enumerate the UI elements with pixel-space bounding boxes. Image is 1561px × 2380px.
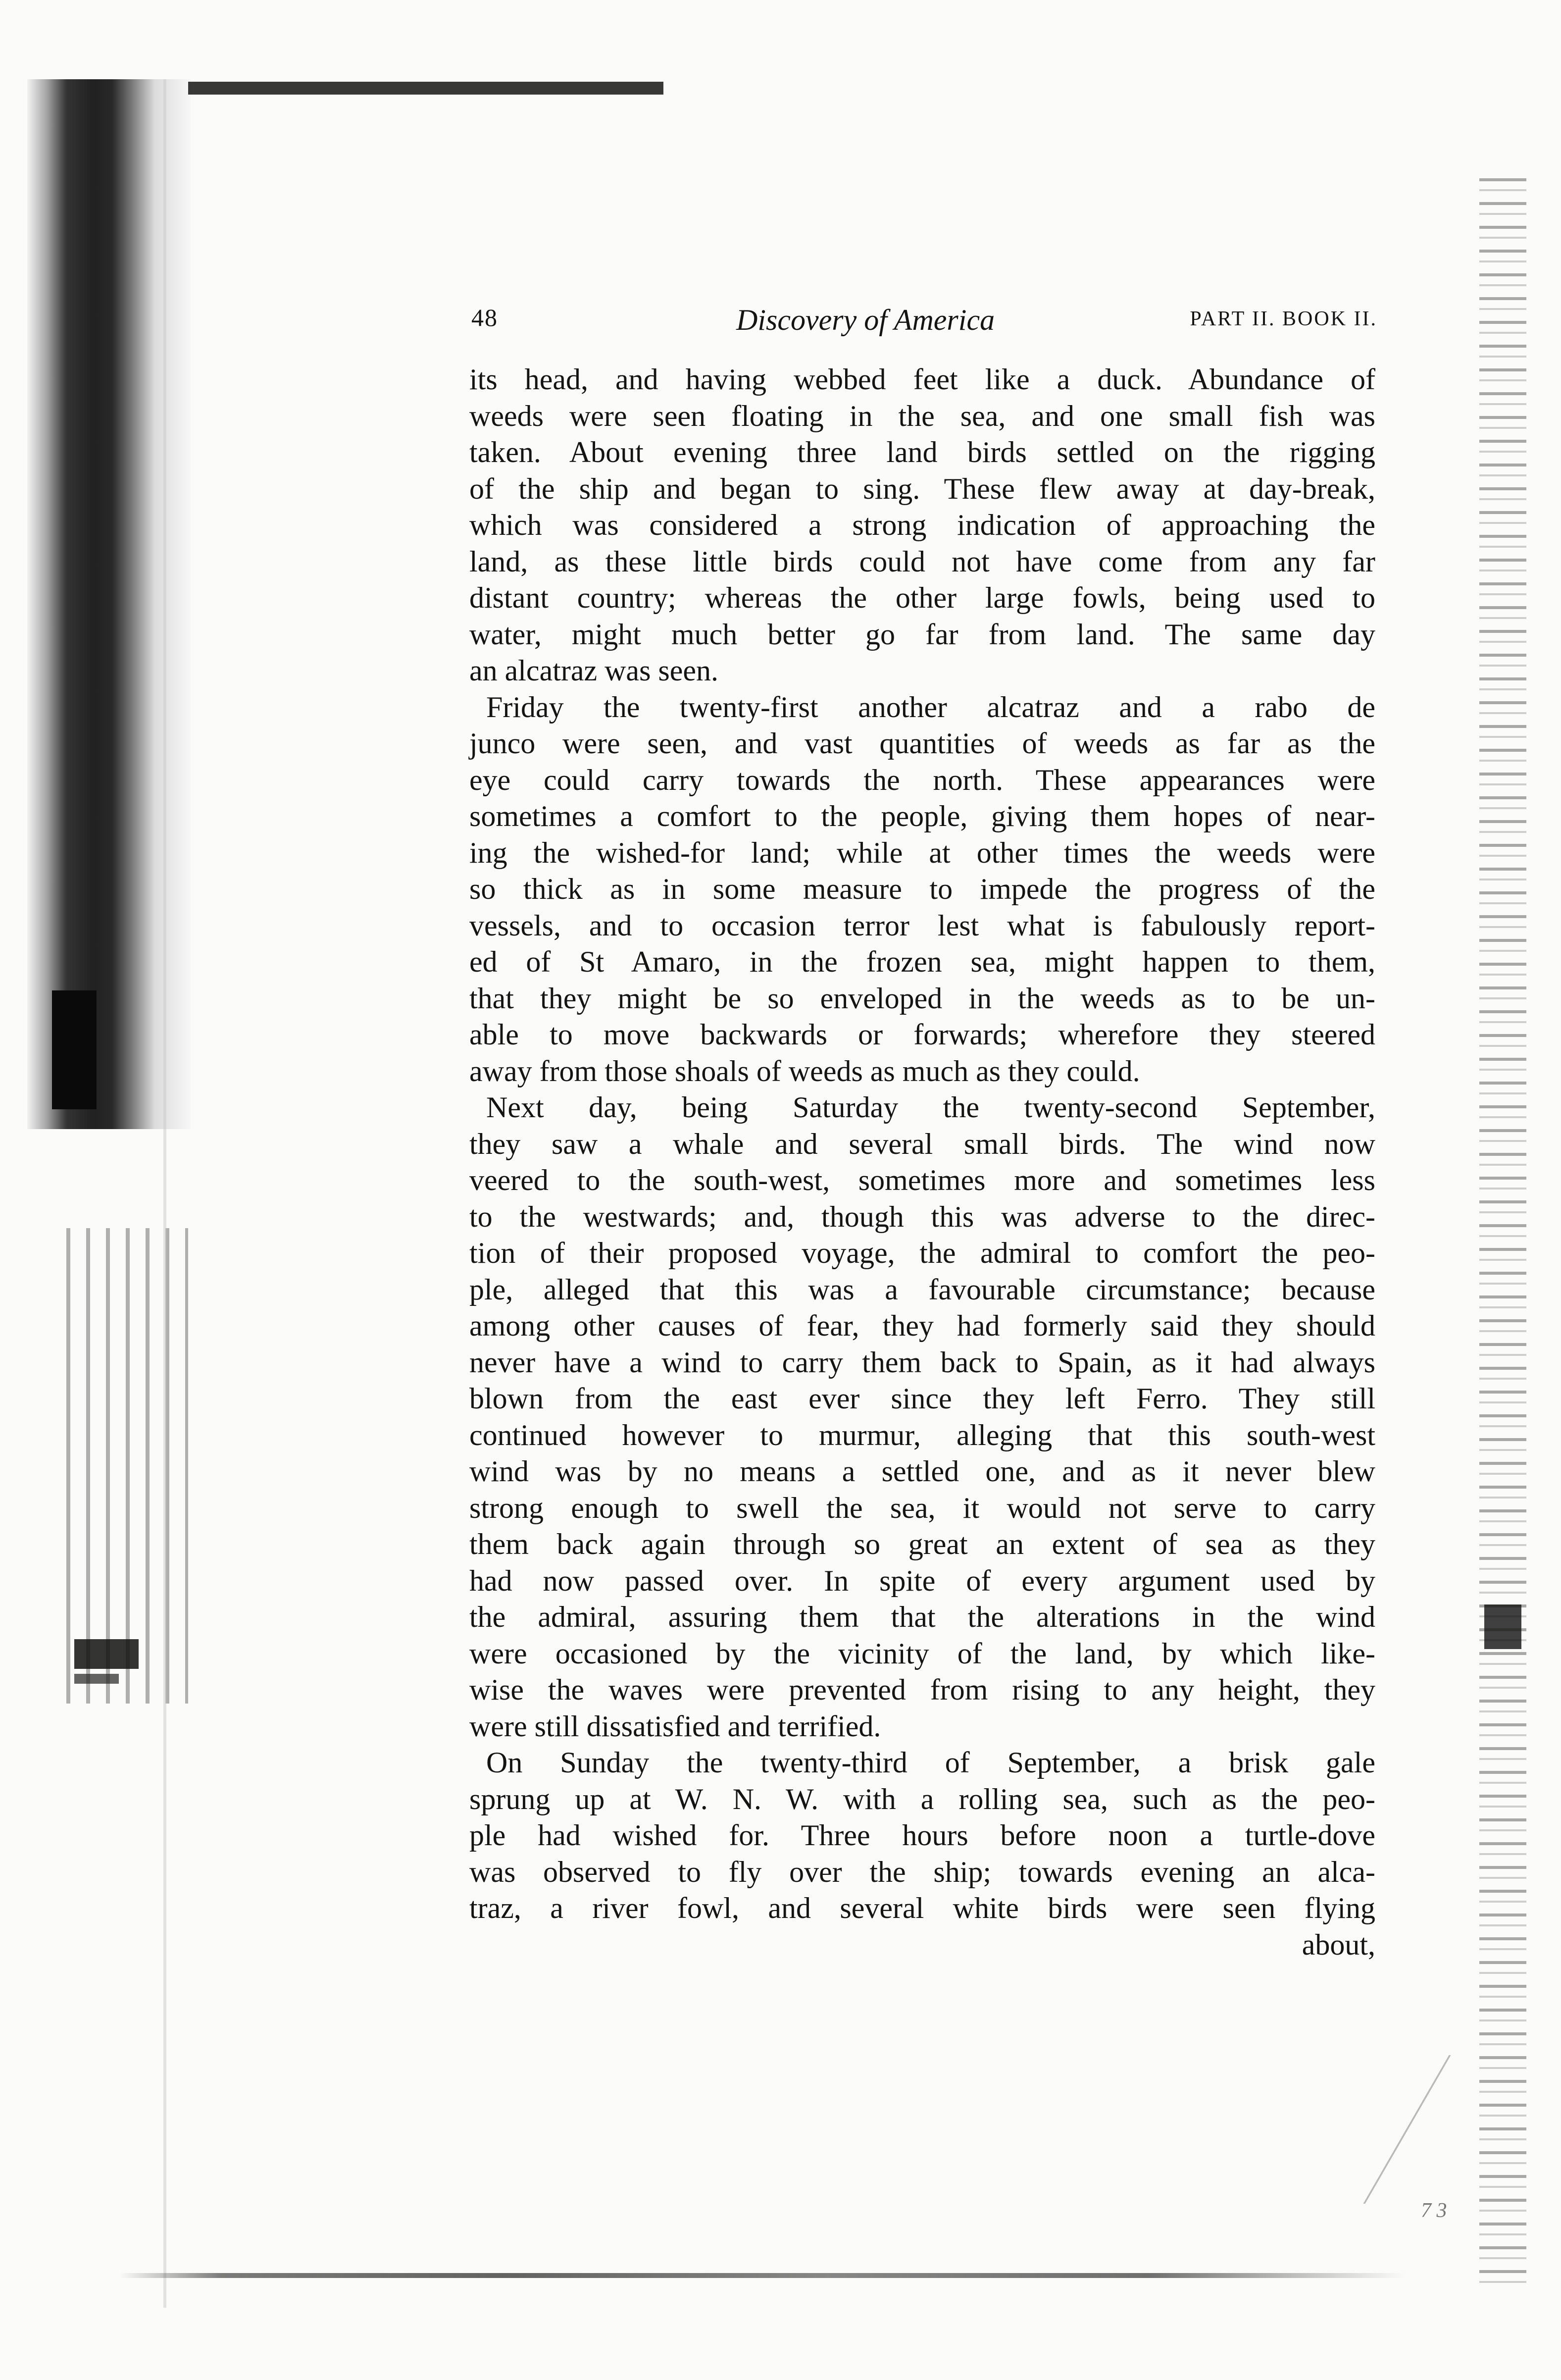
text-line: weeds were seen floating in the sea, and one small fish was — [469, 399, 1375, 432]
text-line: ed of St Amaro, in the frozen sea, might happen to them, — [469, 945, 1375, 978]
text-line: wise the waves were prevented from rising to any height, they — [469, 1673, 1375, 1706]
binding-ink-blot — [74, 1674, 119, 1684]
text-line: taken. About evening three land birds settled on the rigging — [469, 436, 1375, 468]
binding-ink-blot — [74, 1639, 139, 1669]
text-line: vessels, and to occasion terror lest what is fabulously report- — [469, 909, 1375, 942]
text-line: Friday the twenty-first another alcatraz and a rabo de — [486, 690, 1375, 724]
page-edge-line — [163, 79, 166, 2308]
text-line: wind was by no means a settled one, and as it never blew — [469, 1455, 1375, 1488]
text-line: which was considered a strong indication of approaching the — [469, 509, 1375, 541]
body-text — [469, 362, 1375, 1963]
text-line: an alcatraz was seen. — [469, 654, 719, 687]
text-line: the admiral, assuring them that the alterations in the wind — [469, 1601, 1375, 1633]
text-line: of the ship and began to sing. These flew away at day-break, — [469, 472, 1375, 505]
margin-note: 7 3 — [1421, 2199, 1447, 2222]
text-line: veered to the south-west, sometimes more and sometimes less — [469, 1164, 1375, 1196]
text-line: were still dissatisfied and terrified. — [469, 1709, 881, 1743]
text-line: among other causes of fear, they had formerly said they should — [469, 1309, 1375, 1342]
page-number: 48 — [471, 304, 498, 331]
text-line: blown from the east ever since they left Ferro. They still — [469, 1382, 1375, 1415]
running-title: Discovery of America — [736, 304, 995, 336]
text-line: never have a wind to carry them back to Spain, as it had always — [469, 1345, 1375, 1379]
running-head — [471, 303, 1377, 343]
text-line: water, might much better go far from land. The same day — [469, 618, 1375, 651]
right-edge-ink-blot — [1484, 1604, 1521, 1649]
text-line: to the westwards; and, though this was adverse to the direc- — [469, 1200, 1375, 1233]
text-line: away from those shoals of weeds as much as they could. — [469, 1054, 1140, 1087]
text-line: eye could carry towards the north. These appearances were — [469, 763, 1375, 796]
text-line: so thick as in some measure to impede the progress of the — [469, 873, 1375, 905]
text-line: ing the wished-for land; while at other times the weeds were — [469, 836, 1375, 869]
text-line: traz, a river fowl, and several white birds were seen flying — [469, 1892, 1375, 1924]
text-line: that they might be so enveloped in the weeds as to be un- — [469, 982, 1375, 1015]
top-scan-artifact — [188, 82, 663, 95]
text-line: On Sunday the twenty-third of September, a brisk gale — [486, 1746, 1375, 1779]
text-line: sprung up at W. N. W. with a rolling sea, such as the peo- — [469, 1782, 1375, 1815]
right-edge-artifact — [1479, 178, 1526, 2283]
text-line: sometimes a comfort to the people, giving them hopes of near- — [469, 800, 1375, 832]
binding-streaks — [59, 1228, 188, 1704]
corner-pencil-mark — [1363, 2055, 1560, 2204]
part-book-label: PART II. BOOK II. — [1190, 308, 1377, 330]
text-line: were occasioned by the vicinity of the land, by which like- — [469, 1637, 1375, 1670]
text-line: junco were seen, and vast quantities of weeds as far as the — [469, 727, 1375, 760]
bottom-scan-artifact — [119, 2273, 1406, 2278]
text-line: land, as these little birds could not have come from any far — [469, 545, 1375, 578]
catchword: about, — [1302, 1928, 1375, 1961]
text-line: ple had wished for. Three hours before noon a turtle-dove — [469, 1819, 1375, 1852]
text-line: its head, and having webbed feet like a duck. Abundance of — [469, 363, 1375, 396]
text-line: distant country; whereas the other large fowls, being used to — [469, 581, 1375, 614]
text-line: ple, alleged that this was a favourable circumstance; because — [469, 1273, 1375, 1306]
text-line: they saw a whale and several small birds. The wind now — [469, 1127, 1375, 1160]
binding-dark-mark — [52, 990, 97, 1109]
text-line: had now passed over. In spite of every argument used by — [469, 1564, 1375, 1597]
text-line: able to move backwards or forwards; wherefore they steered — [469, 1018, 1375, 1051]
text-line: was observed to fly over the ship; towards evening an alca- — [469, 1855, 1375, 1888]
text-line: tion of their proposed voyage, the admiral to comfort the peo- — [469, 1237, 1375, 1269]
text-line: continued however to murmur, alleging that this south-west — [469, 1418, 1375, 1451]
text-line: Next day, being Saturday the twenty-second September, — [486, 1091, 1375, 1124]
text-line: strong enough to swell the sea, it would not serve to carry — [469, 1491, 1375, 1524]
text-line: them back again through so great an extent of sea as they — [469, 1528, 1375, 1560]
